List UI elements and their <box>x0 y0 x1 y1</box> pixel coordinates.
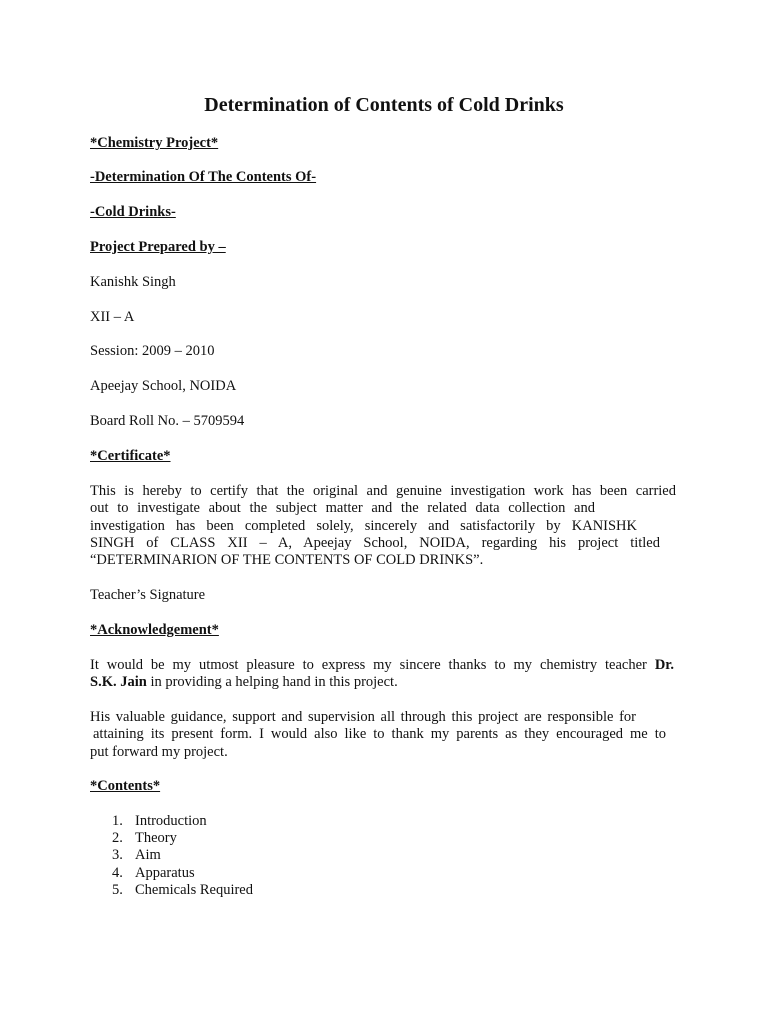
contents-item-label: Apparatus <box>135 864 195 881</box>
contents-list <box>112 813 253 899</box>
contents-item-label: Theory <box>135 830 177 847</box>
contents-item-number: 5. <box>112 881 123 898</box>
prepared-by-label: Project Prepared by – <box>90 239 226 255</box>
certificate-paragraph <box>90 483 676 569</box>
student-class: XII – A <box>90 309 135 325</box>
acknowledgement-line <box>90 674 674 691</box>
contents-item-label: Aim <box>135 847 161 864</box>
student-name: Kanishk Singh <box>90 274 176 290</box>
contents-item <box>112 813 253 830</box>
school-name: Apeejay School, NOIDA <box>90 378 237 394</box>
document-title: Determination of Contents of Cold Drinks <box>204 94 564 116</box>
certificate-line: investigation has been completed solely, sincerely and satisfactorily by KANISHK <box>90 517 637 534</box>
contents-item-label: Introduction <box>135 813 207 829</box>
teacher-title: Dr. <box>654 657 675 673</box>
acknowledgement-heading: *Acknowledgement* <box>90 622 219 638</box>
contents-item <box>112 882 253 899</box>
contents-item-number: 3. <box>112 847 123 864</box>
contents-item <box>112 847 253 864</box>
acknowledgement-line <box>90 657 674 674</box>
contents-item-number: 2. <box>112 830 123 847</box>
certificate-heading: *Certificate* <box>90 448 171 464</box>
project-subheading-cold-drinks: -Cold Drinks- <box>90 204 176 220</box>
acknowledgement-paragraph-2 <box>90 709 666 761</box>
contents-item-number: 1. <box>112 813 123 829</box>
acknowledgement-line: attaining its present form. I would also like to thank my parents as they encouraged me to <box>93 726 666 743</box>
project-heading: *Chemistry Project* <box>90 135 219 151</box>
contents-item-label: Chemicals Required <box>135 881 253 898</box>
contents-item <box>112 830 253 847</box>
contents-item-number: 4. <box>112 864 123 881</box>
teacher-name: S.K. Jain <box>90 674 147 691</box>
contents-item <box>112 865 253 882</box>
certificate-line: SINGH of CLASS XII – A, Apeejay School, NOIDA, regarding his project titled <box>90 534 660 551</box>
acknowledgement-line: His valuable guidance, support and supervision all through this project are responsible for <box>90 709 636 725</box>
certificate-line: This is hereby to certify that the original and genuine investigation work has been carried <box>90 483 676 499</box>
board-roll-number: Board Roll No. – 5709594 <box>90 413 245 429</box>
acknowledgement-line-text: in providing a helping hand in this project. <box>146 674 398 691</box>
acknowledgement-line-text: It would be my utmost pleasure to express my sincere thanks to my chemistry teacher <box>90 657 647 673</box>
contents-heading: *Contents* <box>90 778 161 794</box>
certificate-line: out to investigate about the subject matter and the related data collection and <box>90 500 595 517</box>
session: Session: 2009 – 2010 <box>90 343 215 359</box>
acknowledgement-line: put forward my project. <box>90 743 228 760</box>
acknowledgement-paragraph-1 <box>90 657 674 692</box>
teacher-signature-label: Teacher’s Signature <box>90 587 206 603</box>
project-subheading: -Determination Of The Contents Of- <box>90 169 317 185</box>
certificate-line: “DETERMINARION OF THE CONTENTS OF COLD DRINKS”. <box>90 552 484 569</box>
